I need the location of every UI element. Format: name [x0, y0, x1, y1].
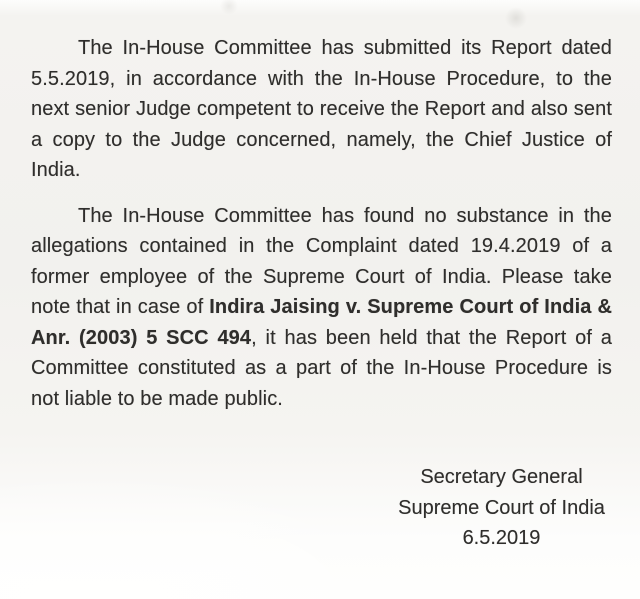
- paragraph-report-submission: The In-House Committee has submitted its Report dated 5.5.2019, in accordance with the In-House Procedure, to the next senior Judge competent to receive the Report and also sent a copy to the Judge concerned, namely, the Chief Justice of India.: [31, 37, 612, 181]
- signature-block: [391, 462, 612, 554]
- case-citation: Indira Jaising v. Supreme Court of India & Anr. (2003) 5 SCC 494: [31, 296, 612, 349]
- signatory-organization: Supreme Court of India: [398, 496, 605, 519]
- paragraph-committee-findings: [31, 201, 612, 415]
- signature-date: 6.5.2019: [462, 527, 541, 549]
- findings-text-before-citation: The In-House Committee has found no substance in the allegations contained in the Complaint dated 19.4.2019 of a former employee of the Supreme Court of India. Please take note that in case of: [31, 204, 612, 318]
- findings-text-after-citation: , it has been held that the Report of a Committee constituted as a part of the In-House Procedure is not liable to be made public.: [31, 326, 612, 410]
- signatory-title: Secretary General: [420, 466, 583, 488]
